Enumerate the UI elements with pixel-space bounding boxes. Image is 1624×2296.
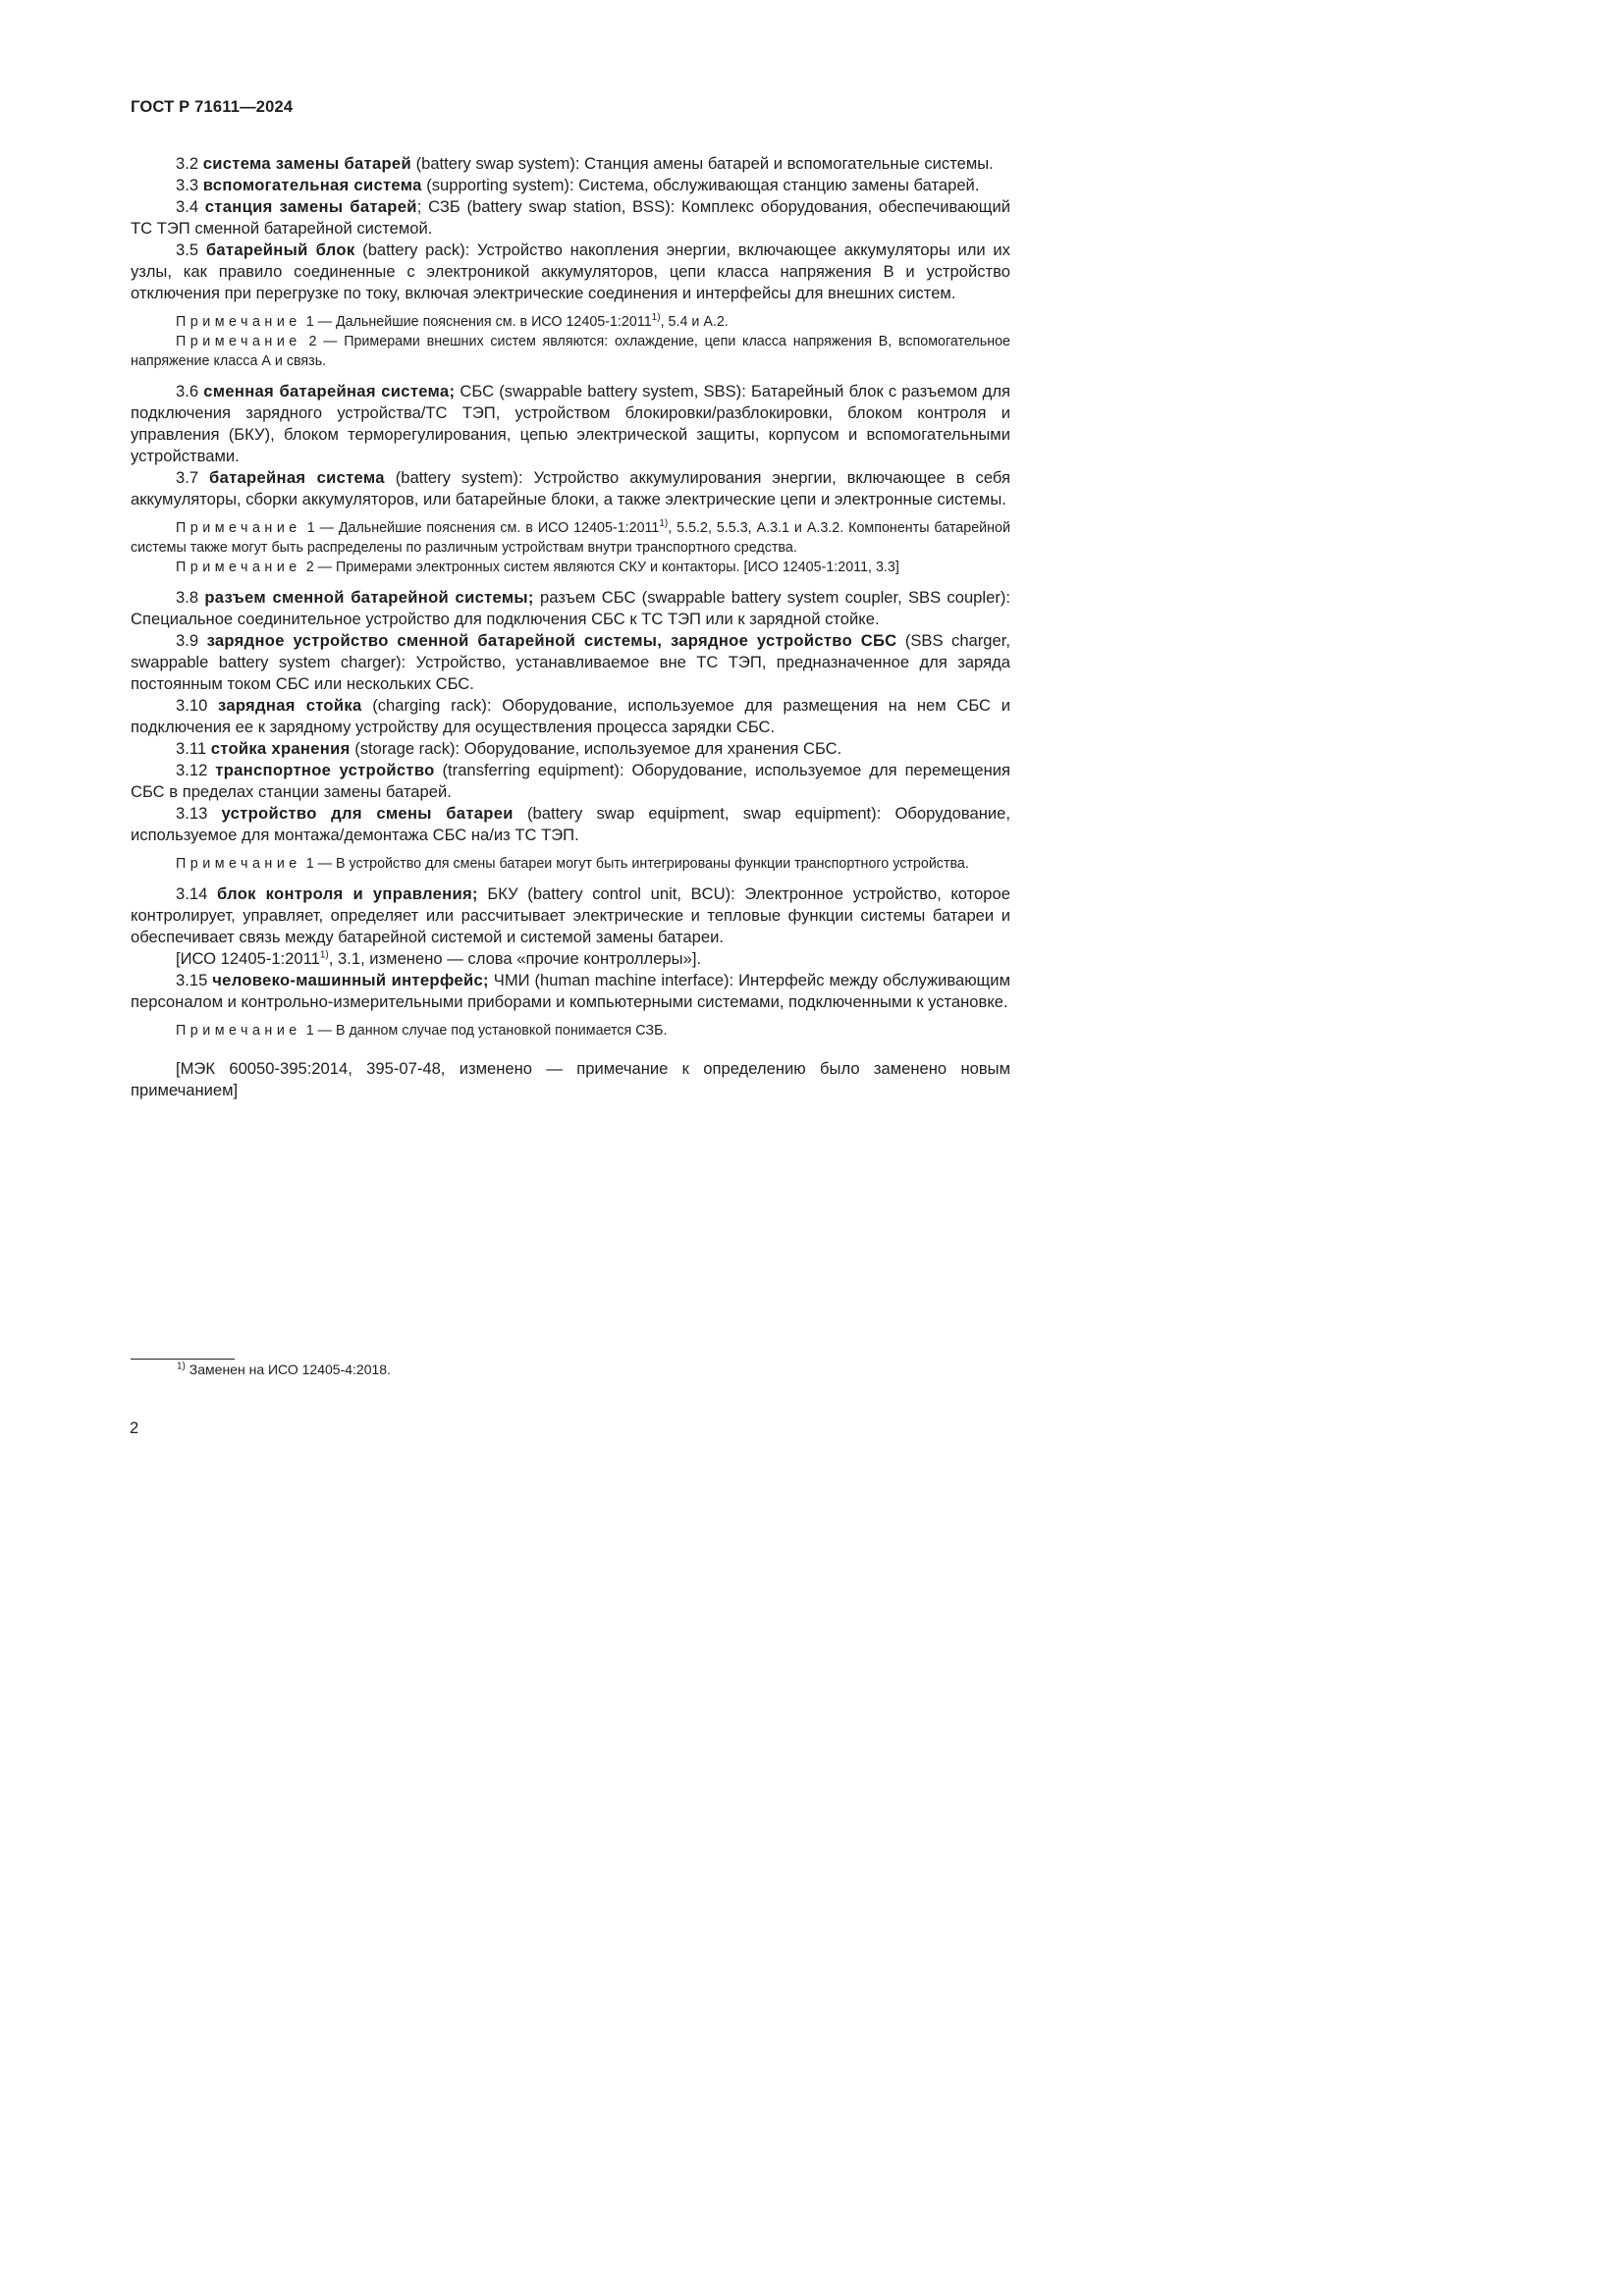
definition-text: (storage rack): Оборудование, используемое для хранения СБС.: [350, 739, 842, 758]
note-number: 1: [305, 856, 314, 872]
definition-text: (transferring equipment): Оборудование, используемое для перемещения СБС в пределах станции замены батарей.: [131, 761, 1010, 801]
definition-term: устройство для смены батареи: [221, 804, 514, 823]
definition-text: ; СЗБ (battery swap station, BSS): Комплекс оборудования, обеспечивающий ТС ТЭП сменной батарейной системой.: [131, 197, 1010, 238]
definition-3-13: [131, 803, 1010, 846]
footnote-marker: 1): [659, 518, 669, 530]
definition-text: СБС (swappable battery system, SBS): Батарейный блок с разъемом для подключения зарядного устройства/ТС ТЭП, устройством блокировки/разблокировки, блоком контроля и управления (БКУ), блоком терморегулирования, цепью электрической защиты, корпусом и вспомогательными устройствами.: [131, 382, 1010, 465]
definition-number: 3.7: [176, 468, 199, 487]
definition-number: 3.9: [176, 631, 199, 650]
definition-term: зарядная стойка: [217, 696, 362, 715]
footnote-marker: 1): [319, 949, 329, 961]
note-label: Примечание: [176, 1023, 301, 1039]
definition-term: система замены батарей: [202, 154, 411, 173]
note-text: — Примерами внешних систем являются: охлаждение, цепи класса напряжения В, вспомогательное напряжение класса А и связь.: [131, 334, 1010, 369]
note-number: 2: [308, 334, 317, 349]
note-text: — В устройство для смены батареи могут быть интегрированы функции транспортного устройства.: [313, 856, 969, 872]
page-number: 2: [130, 1419, 139, 1437]
definition-term: вспомогательная система: [202, 176, 422, 194]
note-number: 2: [305, 560, 314, 575]
note-text-continued: , 5.5.2, 5.5.3, А.3.1 и А.3.2. Компоненты батарейной системы также могут быть распределены по различным устройствам внутри транспортного средства.: [131, 520, 1010, 556]
definition-term: батарейная система: [209, 468, 385, 487]
note-text: — Дальнейшие пояснения см. в ИСО 12405-1:2011: [313, 314, 652, 330]
definition-text: ЧМИ (human machine interface): Интерфейс между обслуживающим персоналом и контрольно-измерительными приборами и компьютерными системами, подключенными к установке.: [131, 971, 1010, 1011]
source-text: [ИСО 12405-1:2011: [176, 949, 320, 968]
note-label: Примечание: [176, 856, 301, 872]
definition-number: 3.3: [176, 176, 199, 194]
definition-number: 3.10: [176, 696, 208, 715]
definition-3-9: [131, 630, 1010, 695]
definition-text: (battery pack): Устройство накопления энергии, включающее аккумуляторы или их узлы, как правило соединенные с электроникой аккумуляторов, цепи класса напряжения В и устройство отключения при перегрузке по току, включая электрические соединения и интерфейсы для внешних систем.: [131, 240, 1010, 302]
definition-number: 3.4: [176, 197, 199, 216]
definition-text: (supporting system): Система, обслуживающая станцию замены батарей.: [421, 176, 980, 194]
definition-text: разъем СБС (swappable battery system coupler, SBS coupler): Специальное соединительное устройство для подключения СБС к ТС ТЭП или к зарядной стойке.: [131, 588, 1010, 628]
note-3-7-2: [131, 558, 1010, 577]
definition-term: станция замены батарей: [204, 197, 417, 216]
footnote: [177, 1362, 391, 1377]
definition-text: (SBS charger, swappable battery system charger): Устройство, устанавливаемое вне ТС ТЭП, предназначенное для заряда постоянным током СБС или нескольких СБС.: [131, 631, 1010, 693]
definition-text: (battery system): Устройство аккумулирования энергии, включающее в себя аккумуляторы, сборки аккумуляторов, или батарейные блоки, а также электрические цепи и электронные системы.: [131, 468, 1010, 508]
note-3-15-1: [131, 1021, 1010, 1041]
note-3-5-2: [131, 332, 1010, 371]
note-number: 1: [305, 314, 314, 330]
source-text-continued: , 3.1, изменено — слова «прочие контроллеры»].: [328, 949, 702, 968]
footnote-text: Заменен на ИСО 12405-4:2018.: [185, 1362, 391, 1377]
definition-term: транспортное устройство: [215, 761, 435, 779]
footnote-mark: 1): [177, 1361, 186, 1372]
definition-3-3: [131, 175, 1010, 196]
note-3-13-1: [131, 854, 1010, 874]
footnote-marker: 1): [651, 312, 661, 324]
note-text: — В данном случае под установкой понимается СЗБ.: [313, 1023, 668, 1039]
definition-text: (battery swap equipment, swap equipment): Оборудование, используемое для монтажа/демонтажа СБС на/из ТС ТЭП.: [131, 804, 1010, 844]
definition-term: стойка хранения: [210, 739, 351, 758]
note-3-7-1: [131, 518, 1010, 558]
definition-text: (battery swap system): Станция амены батарей и вспомогательные системы.: [410, 154, 994, 173]
note-number: 1: [306, 520, 315, 536]
definition-3-15: [131, 970, 1010, 1013]
note-3-5-1: [131, 312, 1010, 332]
definition-number: 3.14: [176, 884, 208, 903]
definition-term: блок контроля и управления;: [216, 884, 478, 903]
definition-number: 3.12: [176, 761, 208, 779]
definition-number: 3.13: [176, 804, 208, 823]
definition-3-11: [131, 738, 1010, 760]
note-label: Примечание: [176, 334, 301, 349]
definition-3-14-source: [131, 948, 1010, 970]
note-text: — Примерами электронных систем являются СКУ и контакторы. [ИСО 12405-1:2011, 3.3]: [313, 560, 899, 575]
document-page: [0, 0, 1082, 1531]
definition-3-6: [131, 381, 1010, 467]
document-header: ГОСТ Р 71611—2024: [131, 98, 294, 116]
note-label: Примечание: [176, 314, 301, 330]
definition-number: 3.8: [176, 588, 199, 607]
definition-number: 3.5: [176, 240, 199, 259]
definition-number: 3.2: [176, 154, 199, 173]
note-number: 1: [305, 1023, 314, 1039]
definition-3-14: [131, 883, 1010, 948]
definition-number: 3.15: [176, 971, 208, 989]
definition-text: БКУ (battery control unit, BCU): Электронное устройство, которое контролирует, управляет, определяет или рассчитывает электрические и тепловые функции системы батареи и обеспечивает связь между батарейной системой и системой замены батареи.: [131, 884, 1010, 946]
definition-term: разъем сменной батарейной системы;: [204, 588, 534, 607]
note-label: Примечание: [176, 560, 301, 575]
definition-3-2: [131, 153, 1010, 175]
definition-term: человеко-машинный интерфейс;: [212, 971, 489, 989]
note-label: Примечание: [176, 520, 301, 536]
definition-3-5: [131, 240, 1010, 304]
definition-3-15-reference: [МЭК 60050-395:2014, 395-07-48, изменено — примечание к определению было заменено новым примечанием]: [131, 1059, 1010, 1099]
definition-3-10: [131, 695, 1010, 738]
definition-text: (charging rack): Оборудование, используемое для размещения на нем СБС и подключения ее к зарядному устройству для осуществления процесса зарядки СБС.: [131, 696, 1010, 736]
definition-number: 3.11: [176, 739, 207, 758]
definition-term: зарядное устройство сменной батарейной системы, зарядное устройство СБС: [206, 631, 897, 650]
footnote-divider: [131, 1359, 235, 1360]
note-text: — Дальнейшие пояснения см. в ИСО 12405-1:2011: [314, 520, 660, 536]
definition-3-7: [131, 467, 1010, 510]
definition-3-12: [131, 760, 1010, 803]
note-text-continued: , 5.4 и А.2.: [660, 314, 729, 330]
definition-3-4: [131, 196, 1010, 240]
definition-term: сменная батарейная система;: [203, 382, 456, 400]
definition-3-8: [131, 587, 1010, 630]
definition-term: батарейный блок: [205, 240, 355, 259]
definition-number: 3.6: [176, 382, 199, 400]
